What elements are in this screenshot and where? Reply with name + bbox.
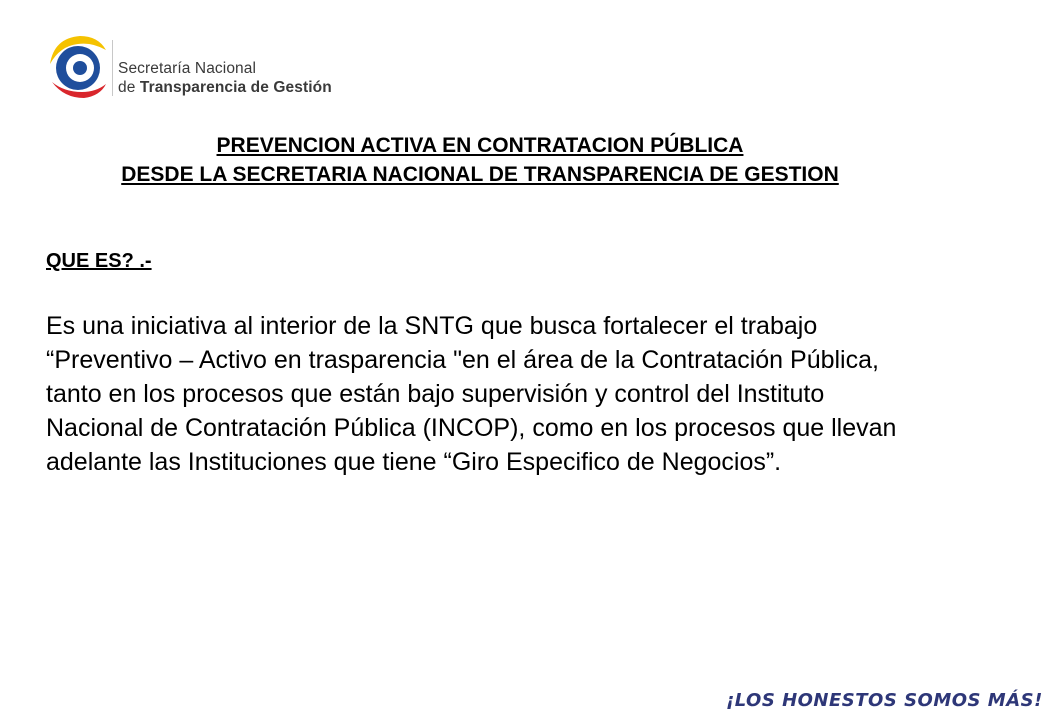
section-heading: QUE ES? .- (46, 250, 152, 272)
sntg-logo (46, 32, 332, 112)
logo-text-prefix: de (118, 79, 140, 96)
slide-title-line1: PREVENCION ACTIVA EN CONTRATACION PÚBLICA (216, 134, 744, 157)
logo-text-line2 (118, 79, 332, 97)
eye-logo-icon (46, 32, 108, 102)
section-body: Es una iniciativa al interior de la SNTG que busca fortalecer el trabajo “Preventivo – Activo en trasparencia "en el área de la Contratación Pública, tanto en los procesos que están bajo supervisión y control del Instituto Nacional de Contratación Pública (INCOP), como en los procesos que llevan adelante las Instituciones que tiene “Giro Especifico de Negocios”. (46, 312, 897, 476)
logo-text-bold: Transparencia de Gestión (139, 79, 332, 96)
logo-divider (112, 40, 113, 96)
slide-title-line2: DESDE LA SECRETARIA NACIONAL DE TRANSPARENCIA DE GESTION (121, 163, 839, 186)
logo-text-line1: Secretaría Nacional (118, 60, 257, 77)
footer-slogan: ¡LOS HONESTOS SOMOS MÁS! (726, 690, 1043, 711)
